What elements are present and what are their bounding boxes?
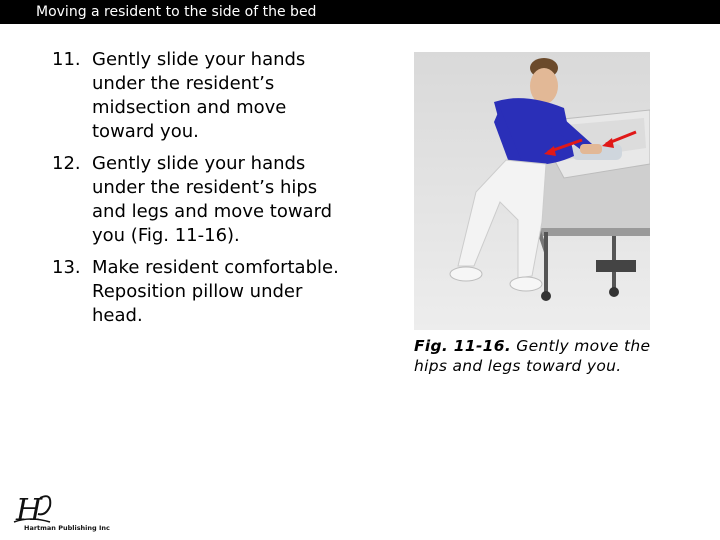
slide-title: Moving a resident to the side of the bed [0, 0, 720, 24]
step-number: 13. [52, 257, 81, 278]
step-item [52, 48, 352, 144]
figure-caption [414, 336, 654, 376]
step-text: Gently slide your hands under the resident’s hips and legs and move toward you (Fig. 11-16). [92, 153, 333, 246]
step-number: 11. [52, 49, 81, 70]
step-item [52, 152, 352, 248]
hartman-logo-icon [10, 492, 110, 532]
figure-photo [414, 52, 650, 330]
caregiver-moving-resident-illustration [414, 52, 650, 330]
logo-company-name: Hartman Publishing Inc. [24, 524, 110, 532]
figure-label: Fig. 11-16. [414, 337, 512, 355]
figure-caption-text: Gently move the hips and legs toward you. [414, 337, 651, 375]
step-number: 12. [52, 153, 81, 174]
logo-monogram: H [16, 493, 43, 528]
procedure-steps [52, 48, 352, 336]
step-text: Gently slide your hands under the resident’s midsection and move toward you. [92, 49, 306, 142]
publisher-logo [10, 492, 110, 532]
step-item [52, 256, 352, 328]
step-text: Make resident comfortable. Reposition pillow under head. [92, 257, 339, 326]
